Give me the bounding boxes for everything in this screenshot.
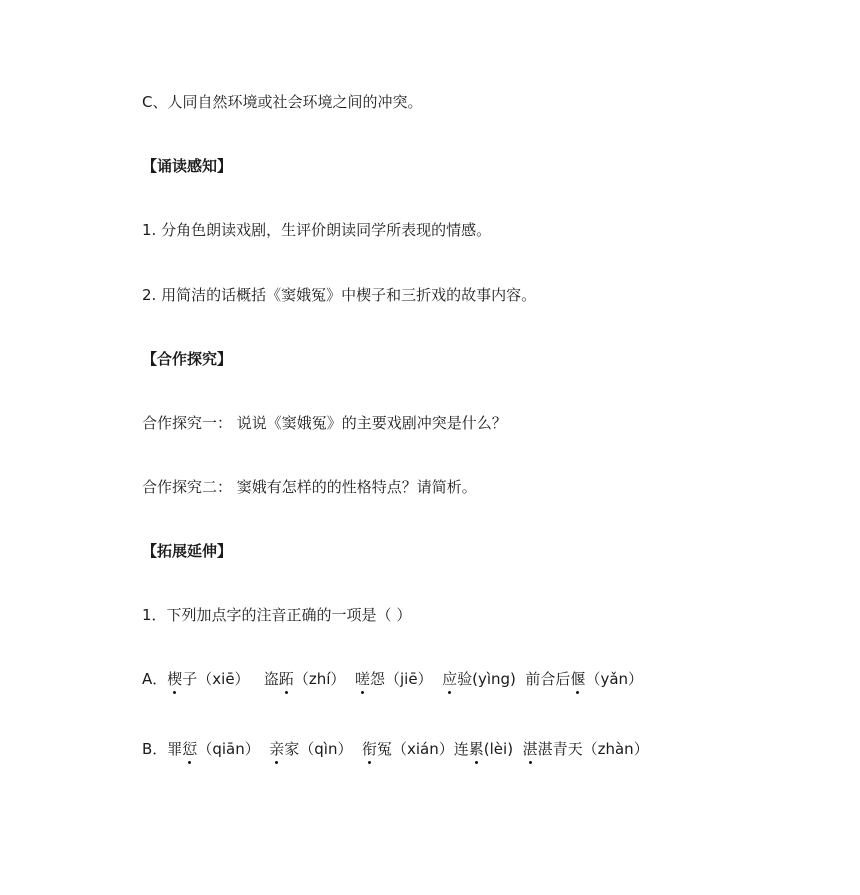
option-a <box>142 668 643 690</box>
dotted-char: 衔 <box>362 740 378 758</box>
option-a-text: （zhí） <box>293 670 355 688</box>
option-a-text: 验(yìng) 前合后 <box>457 670 571 688</box>
dotted-char: 应 <box>442 670 458 688</box>
dotted-char: 愆 <box>182 740 198 758</box>
option-b-text: (lèi) <box>483 740 523 758</box>
section-heading-cooperate: 【合作探究】 <box>142 350 233 368</box>
dotted-char: 累 <box>468 740 484 758</box>
cooperate-item-1: 合作探究一： 说说《窦娥冤》的主要戏剧冲突是什么？ <box>142 414 507 432</box>
option-c-text: C、人同自然环境或社会环境之间的冲突。 <box>142 93 423 111</box>
dotted-char: 跖 <box>278 670 294 688</box>
option-a-text: （yǎn） <box>585 670 644 688</box>
option-b-prefix: B．罪 <box>142 740 183 758</box>
reading-item-1: 1. 分角色朗读戏剧，生评价朗读同学所表现的情感。 <box>142 221 492 239</box>
option-b-text: （qiān） <box>197 740 270 758</box>
dotted-char: 嗟 <box>354 670 370 688</box>
reading-item-2: 2. 用简洁的话概括《窦娥冤》中楔子和三折戏的故事内容。 <box>142 286 537 304</box>
question-1: 1．下列加点字的注音正确的一项是（ ） <box>142 606 412 624</box>
dotted-char: 偃 <box>570 670 586 688</box>
dotted-char: 楔 <box>167 670 183 688</box>
option-a-text: 怨（jiē） <box>369 670 443 688</box>
cooperate-item-2: 合作探究二： 窦娥有怎样的的性格特点？请简析。 <box>142 478 477 496</box>
option-a-prefix: A． <box>142 670 168 688</box>
option-b-text: 湛青天（zhàn） <box>537 740 649 758</box>
dotted-char: 湛 <box>522 740 538 758</box>
option-a-text: 子（xiē） 盗 <box>182 670 279 688</box>
option-b-text: 冤（xián）连 <box>377 740 469 758</box>
option-b-text: 家（qìn） <box>284 740 362 758</box>
section-heading-reading: 【诵读感知】 <box>142 157 233 175</box>
dotted-char: 亲 <box>269 740 285 758</box>
section-heading-extend: 【拓展延伸】 <box>142 542 233 560</box>
option-b <box>142 738 649 760</box>
